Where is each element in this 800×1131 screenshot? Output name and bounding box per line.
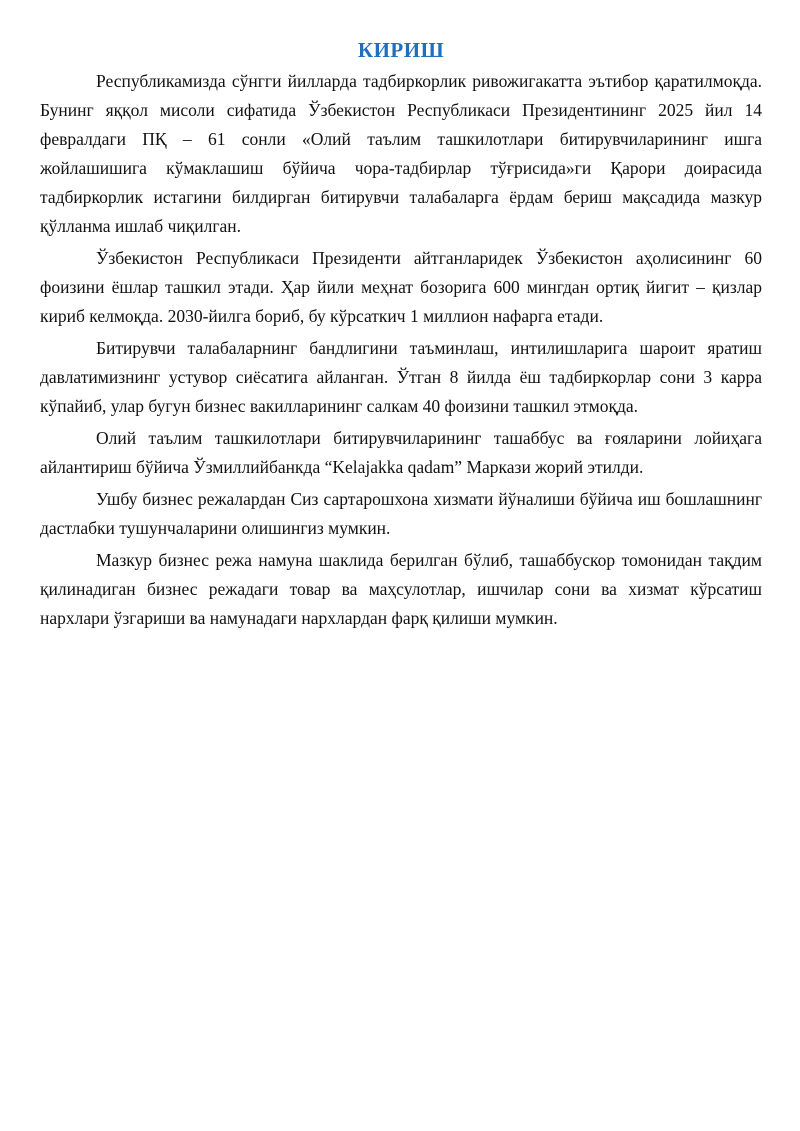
paragraph-5: Ушбу бизнес режалардан Сиз сартарошхона хизмати йўналиши бўйича иш бошлашнинг дастлабки тушунчаларини олишингиз мумкин. [40, 489, 762, 538]
paragraph-3: Битирувчи талабаларнинг бандлигини таъминлаш, интилишларига шароит яратиш давлатимизнинг устувор сиёсатига айланган. Ўтган 8 йилда ёш тадбиркорлар сони 3 карра кўпайиб, улар бугун бизнес вакилларининг салкам 40 фоизини ташкил этмоқда. [40, 338, 762, 416]
paragraph-6: Мазкур бизнес режа намуна шаклида берилган бўлиб, ташаббускор томонидан тақдим қилинадиган бизнес режадаги товар ва маҳсулотлар, ишчилар сони ва хизмат кўрсатиш нархлари ўзгариши ва намунадаги нархлардан фарқ қилиши мумкин. [40, 550, 762, 628]
paragraph-4: Олий таълим ташкилотлари битирувчиларининг ташаббус ва ғояларини лойиҳага айлантириш бўйича Ўзмиллийбанкда “Kelajakka qadam” Маркази жорий этилди. [40, 428, 762, 477]
paragraph-2: Ўзбекистон Республикаси Президенти айтганларидек Ўзбекистон аҳолисининг 60 фоизини ёшлар ташкил этади. Ҳар йили меҳнат бозорига 600 мингдан ортиқ йигит – қизлар кириб келмоқда. 2030-йилга бориб, бу кўрсаткич 1 миллион нафарга етади. [40, 248, 762, 326]
paragraph-1: Республикамизда сўнгги йилларда тадбиркорлик ривожигакатта эътибор қаратилмоқда. Бунинг яққол мисоли сифатида Ўзбекистон Республикаси Президентининг 2025 йил 14 февралдаги ПҚ – 61 сонли «Олий таълим ташкилотлари битирувчиларининг ишга жойлашишига кўмаклашиш бўйича чора-тадбирлар тўғрисида»ги Қарори доирасида тадбиркорлик истагини билдирган битирувчи талабаларга ёрдам бериш мақсадида мазкур қўлланма ишлаб чиқилган. [40, 71, 762, 236]
document-page [40, 38, 762, 636]
section-title: КИРИШ [357, 38, 445, 62]
